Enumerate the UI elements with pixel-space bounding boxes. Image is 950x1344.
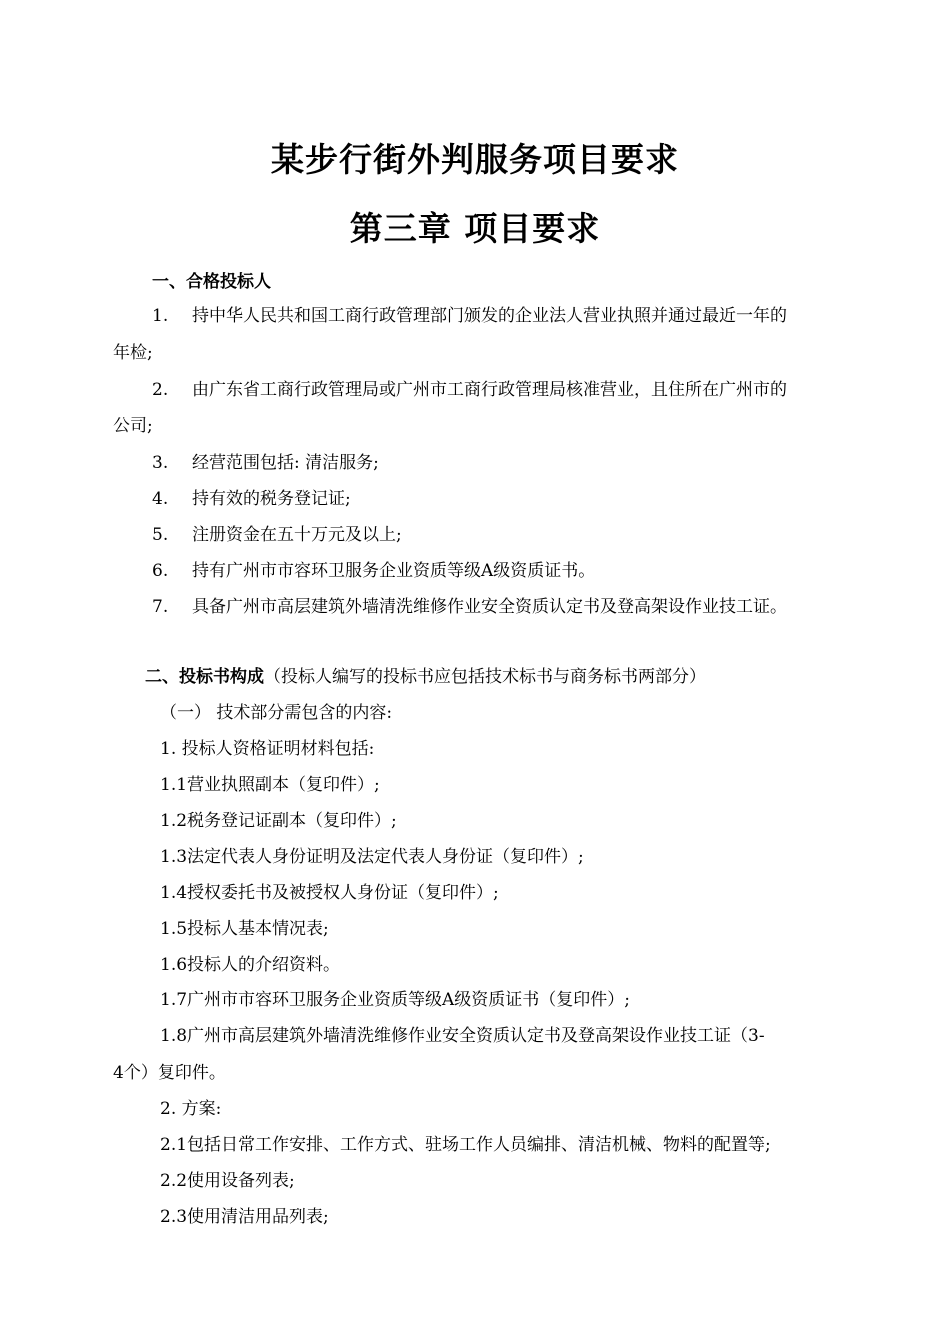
section2-heading-note: （投标人编写的投标书应包括技术标书与商务标书两部分）: [264, 667, 706, 687]
item-number: 3.: [152, 453, 169, 473]
section1-item: [152, 560, 595, 582]
item-number: 5.: [152, 525, 169, 545]
list-item: 1.3法定代表人身份证明及法定代表人身份证（复印件）;: [160, 847, 584, 867]
list-item: 1.4授权委托书及被授权人身份证（复印件）;: [160, 883, 499, 903]
list-item: 2. 方案:: [160, 1099, 222, 1119]
item-text: 注册资金在五十万元及以上;: [192, 525, 402, 545]
item-number: 7.: [152, 597, 169, 617]
list-item: 2.3使用清洁用品列表;: [160, 1207, 329, 1227]
item-text: 由广东省工商行政管理局或广州市工商行政管理局核准营业，且住所在广州市的: [192, 380, 787, 400]
list-item: 1.5投标人基本情况表;: [160, 919, 329, 939]
section1-item-continuation: 年检;: [113, 343, 153, 363]
list-item: 1.2税务登记证副本（复印件）;: [160, 811, 397, 831]
list-item: 1.6投标人的介绍资料。: [160, 955, 341, 975]
item-number: 6.: [152, 561, 169, 581]
list-item: 1.8广州市高层建筑外墙清洗维修作业安全资质认定书及登高架设作业技工证（3-: [160, 1026, 765, 1046]
list-item: 2.2使用设备列表;: [160, 1171, 295, 1191]
section2-heading-title: 二、投标书构成: [145, 667, 264, 687]
section1-item: [152, 488, 351, 510]
section1-item-continuation: 公司;: [113, 416, 153, 436]
item-text: 持有广州市市容环卫服务企业资质等级A级资质证书。: [192, 561, 596, 581]
document-title: 某步行街外判服务项目要求: [271, 140, 679, 179]
section1-heading: 一、合格投标人: [152, 272, 271, 292]
section1-item: [152, 379, 787, 401]
item-number: 1.: [152, 306, 169, 326]
item-text: 具备广州市高层建筑外墙清洗维修作业安全资质认定书及登高架设作业技工证。: [192, 597, 787, 617]
item-text: 经营范围包括: 清洁服务;: [192, 453, 379, 473]
item-text: 持中华人民共和国工商行政管理部门颁发的企业法人营业执照并通过最近一年的: [192, 306, 787, 326]
section1-item: [152, 305, 787, 327]
list-item: 1.1营业执照副本（复印件）;: [160, 775, 380, 795]
section2-heading: [145, 666, 706, 688]
list-item: 1. 投标人资格证明材料包括:: [160, 739, 375, 759]
section1-item: [152, 452, 379, 474]
item-text: 持有效的税务登记证;: [192, 489, 351, 509]
list-item: 1.7广州市市容环卫服务企业资质等级A级资质证书（复印件）;: [160, 990, 631, 1010]
subsection-heading: （一） 技术部分需包含的内容:: [160, 703, 393, 723]
list-item-continuation: 4个）复印件。: [113, 1063, 226, 1083]
item-number: 4.: [152, 489, 169, 509]
chapter-title: 第三章 项目要求: [349, 209, 601, 248]
section1-item: [152, 596, 787, 618]
item-number: 2.: [152, 380, 169, 400]
section1-item: [152, 524, 402, 546]
list-item: 2.1包括日常工作安排、工作方式、驻场工作人员编排、清洁机械、物料的配置等;: [160, 1135, 771, 1155]
